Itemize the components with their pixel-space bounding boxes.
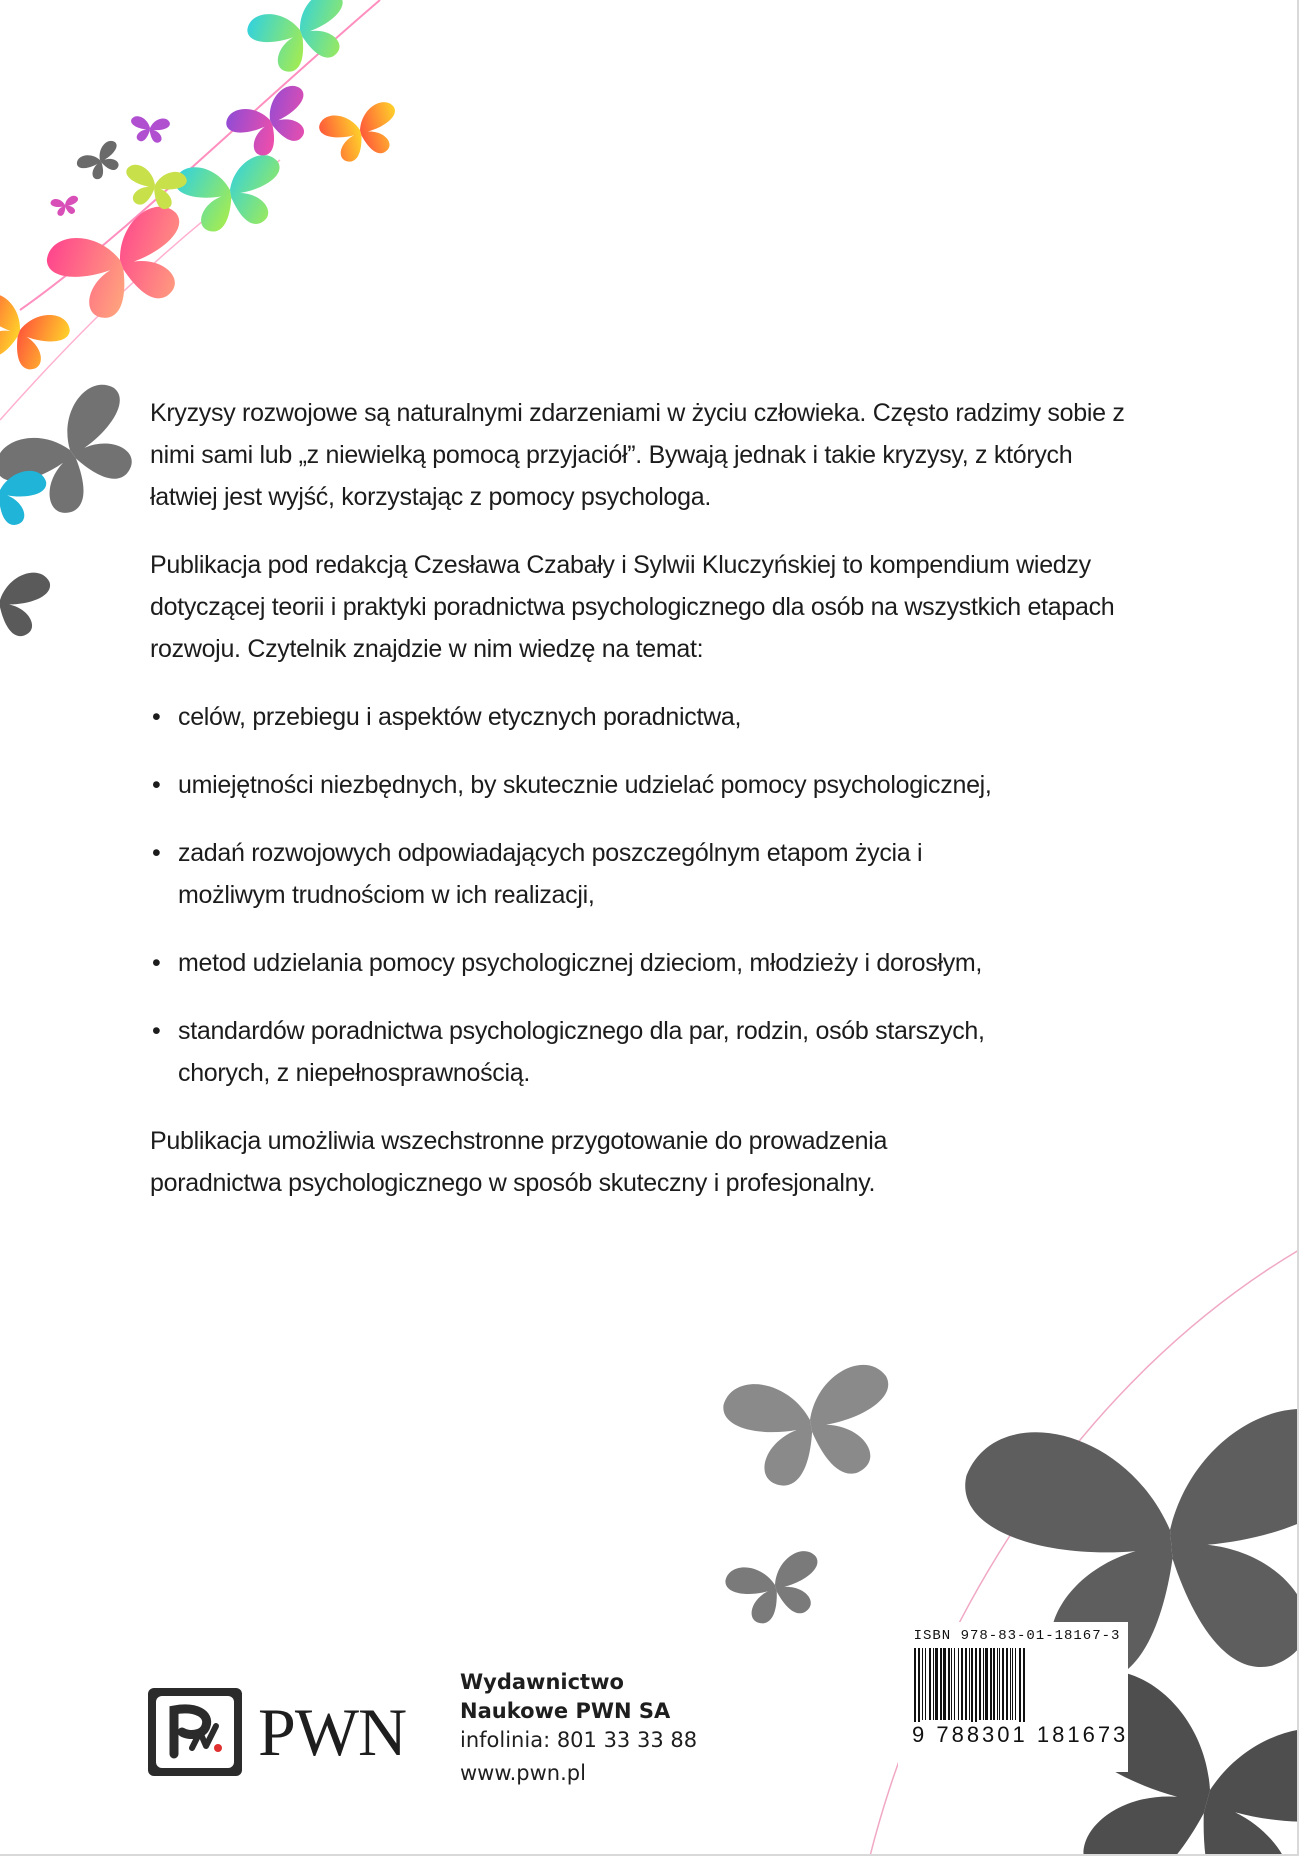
butterfly-icon	[173, 152, 289, 236]
butterfly-icon	[50, 195, 80, 217]
butterfly-icon	[0, 376, 159, 534]
conclusion-paragraph: Publikacja umożliwia wszechstronne przygotowanie do prowadzenia poradnictwa psychologicznego w sposób skuteczny i profesjonalny.	[150, 1127, 888, 1197]
butterfly-icon	[317, 99, 405, 167]
list-item: • umiejętności niezbędnych, by skutecznie udzielać pomocy psychologicznej,	[150, 764, 1130, 806]
butterfly-icon	[0, 290, 73, 379]
publisher-logo-text: PWN	[258, 1694, 407, 1770]
butterfly-icon	[723, 1548, 830, 1630]
list-item: • zadań rozwojowych odpowiadających poszczególnym etapom życia i możliwym trudnościom w ich realizacji,	[150, 832, 1130, 916]
intro-paragraph: Kryzysy rozwojowe są naturalnymi zdarzeniami w życiu człowieka. Często radzimy sobie z nimi sami lub „z niewielką pomocą przyjaciół”. Bywają jednak i takie kryzysy, z których łatwiej jest wyjść, korzystając z pomocy psychologa.	[150, 399, 1125, 511]
publisher-website: www.pwn.pl	[460, 1761, 586, 1785]
butterfly-icon	[121, 163, 188, 212]
list-item: • standardów poradnictwa psychologicznego dla par, rodzin, osób starszych, chorych, z niepełnosprawnością.	[150, 1010, 1130, 1094]
list-item: • celów, przebiegu i aspektów etycznych poradnictwa,	[150, 696, 1130, 738]
publisher-info	[460, 1668, 697, 1788]
butterfly-icon	[223, 82, 321, 165]
isbn-barcode	[898, 1622, 1128, 1772]
barcode-digits: 9 788301 181673	[912, 1722, 1129, 1747]
summary-paragraph: Publikacja pod redakcją Czesława Czabały i Sylwii Kluczyńskiej to kompendium wiedzy dotyczącej teorii i praktyki poradnictwa psychologicznego dla osób na wszystkich etapach rozwoju. Czytelnik znajdzie w nim wiedzę na temat:	[150, 551, 1115, 663]
publisher-name-line1: Wydawnictwo	[460, 1670, 624, 1694]
book-description	[150, 392, 1130, 1230]
isbn-label: ISBN 978-83-01-18167-3	[913, 1628, 1121, 1644]
pwn-logo-icon	[148, 1688, 242, 1776]
butterfly-icon	[0, 573, 50, 637]
hotline-number: infolinia: 801 33 33 88	[460, 1728, 698, 1752]
list-item: • metod udzielania pomocy psychologicznej dzieciom, młodzieży i dorosłym,	[150, 942, 1130, 984]
butterfly-icon	[42, 200, 203, 330]
topics-list	[150, 696, 1130, 1094]
publisher-name-line2: Naukowe PWN SA	[460, 1699, 671, 1723]
butterfly-icon	[720, 1361, 903, 1494]
butterfly-icon	[75, 138, 128, 185]
butterfly-icon	[129, 116, 170, 144]
